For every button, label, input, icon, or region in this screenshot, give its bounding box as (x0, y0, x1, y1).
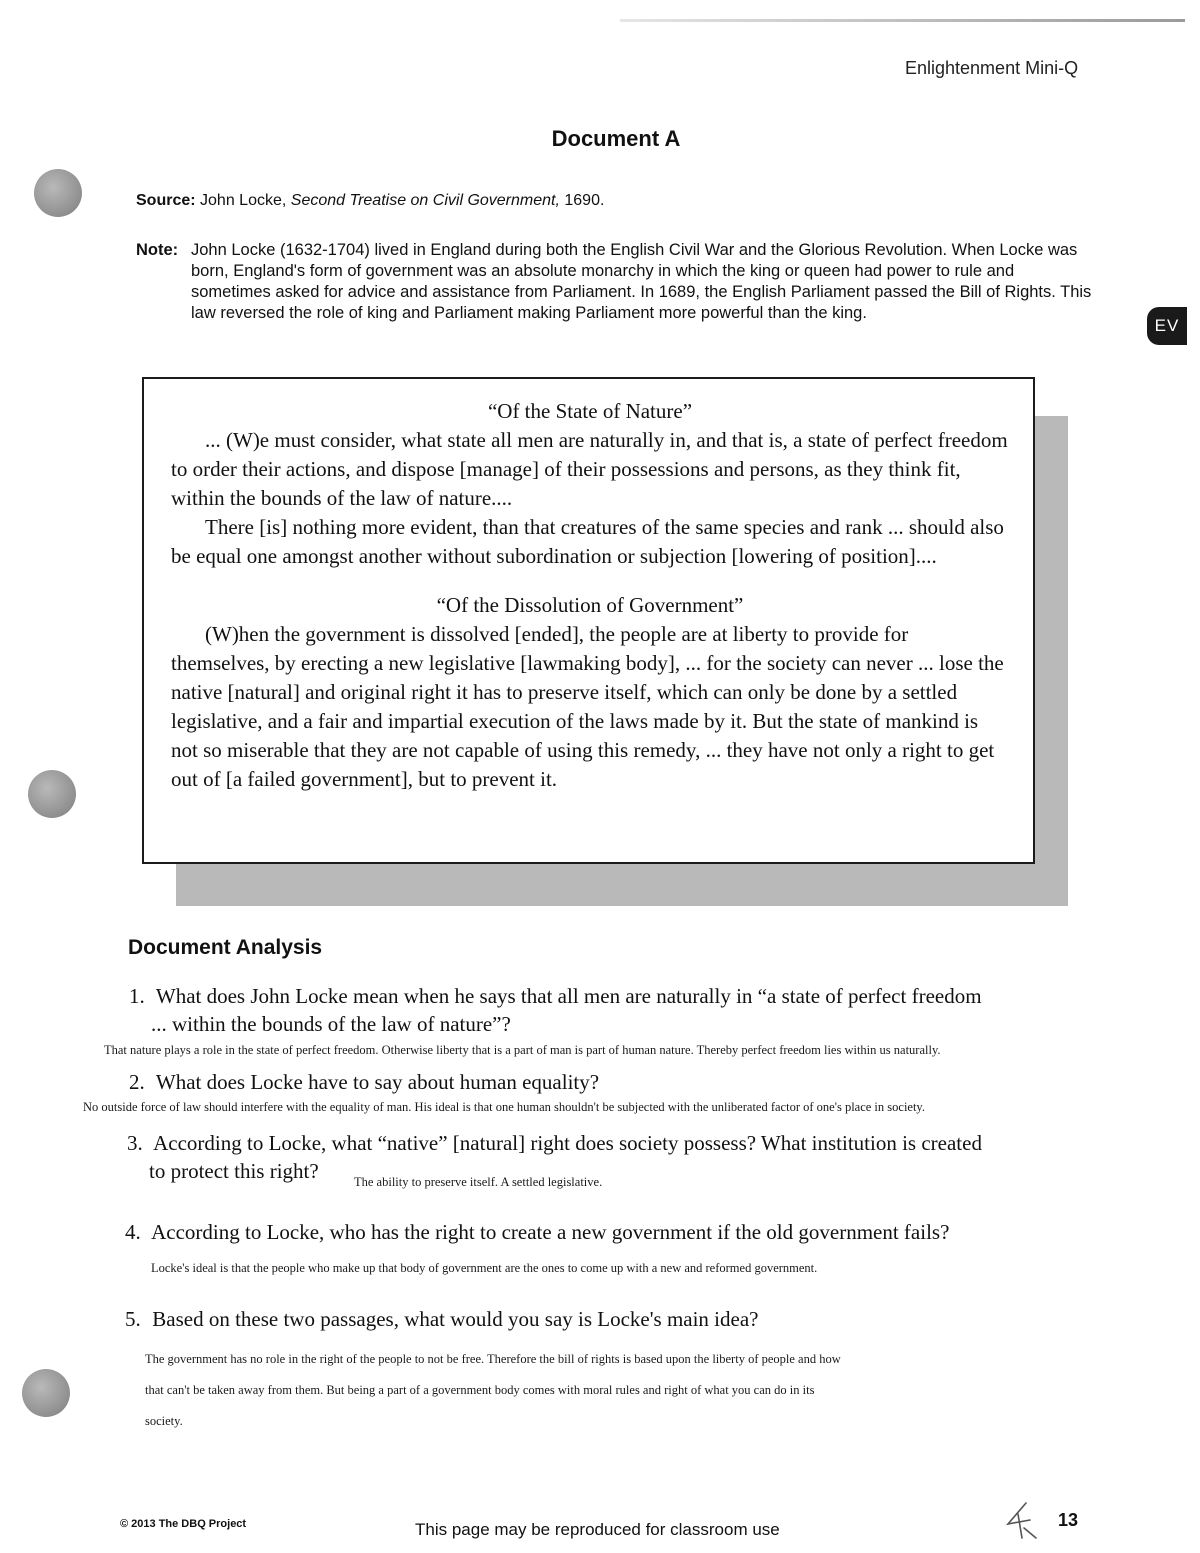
answer-5-line: society. (145, 1414, 183, 1428)
note-label: Note: (136, 241, 179, 259)
footer-reproduce-note: This page may be reproduced for classroom use (415, 1520, 780, 1539)
analysis-title: Document Analysis (128, 936, 323, 959)
question-text: What does Locke have to say about human equality? (155, 1070, 600, 1094)
footer-copyright: © 2013 The DBQ Project (120, 1518, 247, 1530)
question-4 (125, 1218, 949, 1246)
binder-hole-middle (28, 770, 76, 818)
question-text: According to Locke, what “native” [natural] right does society possess? What institution is created (153, 1131, 982, 1155)
question-3-continued: to protect this right? (149, 1159, 319, 1183)
answer-2: No outside force of law should interfere with the equality of man. His ideal is that one human shouldn't be subjected with the unliberated factor of one's place in society. (83, 1100, 925, 1114)
question-number: 3. (127, 1131, 143, 1155)
binder-hole-top (34, 169, 82, 217)
page-number: 13 (1058, 1510, 1079, 1530)
section-tab: EV (1147, 307, 1187, 345)
question-1-continued: ... within the bounds of the law of nature”? (151, 1012, 511, 1036)
answer-1: That nature plays a role in the state of perfect freedom. Otherwise liberty that is a part of man is part of human nature. Thereby perfect freedom lies within us naturally. (104, 1043, 941, 1057)
excerpt-heading-state-of-nature: “Of the State of Nature” (487, 399, 693, 423)
binder-hole-bottom (22, 1369, 70, 1417)
top-rule (620, 19, 1185, 22)
excerpt-paragraph: (W)hen the government is dissolved [ended], the people are at liberty to provide for themselves, by erecting a new legislative [lawmaking body], ... for the society can never ... lose the native [natural] and original right it has to preserve itself, which can only be done by a settled legislative, and a fair and impartial execution of the laws made by it. But the state of mankind is not so miserable that they are not capable of using this remedy, ... they have not only a right to get out of [a failed government], but to prevent it. (171, 622, 1004, 791)
note-text: John Locke (1632-1704) lived in England during both the English Civil War and the Glorious Revolution. When Locke was born, England's form of government was an absolute monarchy in which the king or queen had power to rule and sometimes asked for advice and assistance from Parliament. In 1689, the English Parliament passed the Bill of Rights. This law reversed the role of king and Parliament making Parliament more powerful than the king. (191, 241, 1092, 322)
question-3 (127, 1129, 982, 1157)
answer-3: The ability to preserve itself. A settled legislative. (354, 1175, 603, 1189)
source-work: Second Treatise on Civil Government, (290, 192, 560, 209)
answer-5-line: The government has no role in the right of the people to not be free. Therefore the bill of rights is based upon the liberty of people and how (145, 1352, 841, 1366)
note-block (136, 240, 1096, 324)
question-2 (129, 1068, 599, 1096)
document-title: Document A (551, 126, 681, 151)
source-author: John Locke, (200, 192, 287, 209)
excerpt-box (142, 377, 1035, 864)
page-header-title: Enlightenment Mini-Q (905, 58, 1079, 78)
excerpt-paragraph: ... (W)e must consider, what state all men are naturally in, and that is, a state of perfect freedom to order their actions, and dispose [manage] of their possessions and persons, as they think fit, within the bounds of the law of nature.... (171, 428, 1008, 510)
question-text: Based on these two passages, what would you say is Locke's main idea? (152, 1307, 759, 1331)
question-5 (125, 1305, 758, 1333)
handwritten-mark (1000, 1500, 1040, 1542)
question-number: 2. (129, 1070, 145, 1094)
question-number: 5. (125, 1307, 141, 1331)
source-line (136, 192, 604, 210)
question-1 (129, 982, 982, 1010)
question-text: According to Locke, who has the right to create a new government if the old government fails? (151, 1220, 950, 1244)
answer-5-line: that can't be taken away from them. But being a part of a government body comes with moral rules and right of what you can do in its (145, 1383, 815, 1397)
answer-4: Locke's ideal is that the people who make up that body of government are the ones to come up with a new and reformed government. (151, 1261, 818, 1275)
question-number: 1. (129, 984, 145, 1008)
question-text: What does John Locke mean when he says that all men are naturally in “a state of perfect freedom (155, 984, 982, 1008)
question-number: 4. (125, 1220, 141, 1244)
excerpt-paragraph: There [is] nothing more evident, than that creatures of the same species and rank ... should also be equal one amongst another without subordination or subjection [lowering of position].... (171, 515, 1004, 568)
source-label: Source: (136, 192, 196, 209)
excerpt-heading-dissolution: “Of the Dissolution of Government” (436, 593, 744, 617)
source-year: 1690. (564, 192, 605, 209)
